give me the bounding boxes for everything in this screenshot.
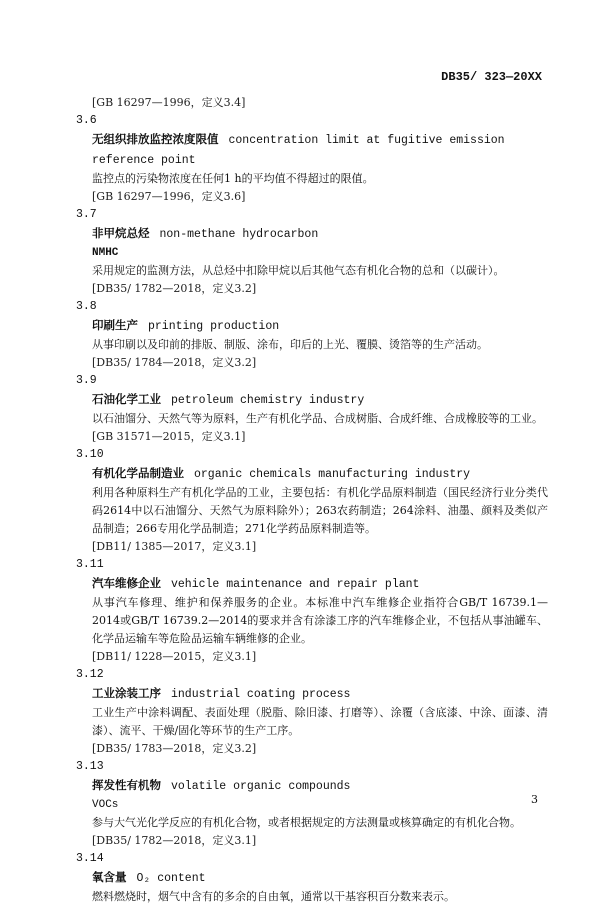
term-title [92, 868, 548, 888]
entry-number: 3.11 [76, 558, 104, 571]
term-en: concentration limit at fugitive emission reference point [92, 134, 505, 167]
term-zh: 印刷生产 [92, 318, 138, 332]
term-zh: 有机化学品制造业 [92, 466, 184, 480]
entry-number: 3.6 [76, 114, 97, 127]
reference: [DB11/ 1385—2017，定义3.1] [92, 540, 257, 553]
term-zh: 石油化学工业 [92, 392, 161, 406]
term-en: organic chemicals manufacturing industry [194, 468, 471, 481]
term-en: industrial coating process [171, 688, 351, 701]
reference: [GB 16297—1996，定义3.6] [92, 190, 246, 203]
entry-number: 3.7 [76, 208, 97, 221]
abbreviation: NMHC [92, 247, 119, 259]
term-en: O₂ content [136, 872, 206, 885]
term-entry [76, 372, 548, 446]
reference: [GB 31571—2015，定义3.1] [92, 430, 246, 443]
term-zh: 无组织排放监控浓度限值 [92, 132, 219, 146]
entry-number: 3.12 [76, 668, 104, 681]
definition: 从事印刷以及印前的排版、制版、涂布，印后的上光、覆膜、烫箔等的生产活动。 [92, 338, 488, 351]
entry-number: 3.14 [76, 852, 104, 865]
reference: [DB11/ 1228—2015，定义3.1] [92, 650, 257, 663]
term-entry [76, 298, 548, 372]
reference: [DB35/ 1782—2018，定义3.2] [92, 282, 257, 295]
term-title [92, 684, 548, 704]
term-en: petroleum chemistry industry [171, 394, 365, 407]
definition: 监控点的污染物浓度在任何1 h的平均值不得超过的限值。 [92, 172, 374, 185]
term-zh: 工业涂装工序 [92, 686, 161, 700]
term-entry [76, 112, 548, 206]
term-zh: 非甲烷总烃 [92, 226, 150, 240]
term-entry [76, 758, 548, 850]
definition: 工业生产中涂料调配、表面处理（脱脂、除旧漆、打磨等）、涂覆（含底漆、中涂、面漆、清漆）、流平、干燥/固化等环节的生产工序。 [92, 706, 548, 737]
term-en: vehicle maintenance and repair plant [171, 578, 420, 591]
entry-number: 3.10 [76, 448, 104, 461]
term-entry [76, 666, 548, 758]
term-en: volatile organic compounds [171, 780, 351, 793]
definition: 利用各种原料生产有机化学品的工业，主要包括：有机化学品原料制造（国民经济行业分类代码2614中以石油馏分、天然气为原料除外）；263农药制造；264涂料、油墨、颜料及类似产品制造；266专用化学品制造；271化学药品原料制造等。 [92, 486, 548, 535]
term-en: non-methane hydrocarbon [159, 228, 319, 241]
term-entry [76, 556, 548, 666]
term-title [92, 224, 548, 244]
abbreviation: VOCs [92, 799, 119, 811]
entry-number: 3.13 [76, 760, 104, 773]
term-title [92, 776, 548, 796]
definition: 从事汽车修理、维护和保养服务的企业。本标准中汽车维修企业指符合GB/T 16739.1—2014或GB/T 16739.2—2014的要求并含有涂漆工序的汽车维修企业，不包括从事油罐车、化学品运输车等危险品运输车辆维修的企业。 [92, 596, 548, 645]
entry-number: 3.9 [76, 374, 97, 387]
reference: [DB35/ 1783—2018，定义3.2] [92, 742, 257, 755]
definition: 以石油馏分、天然气等为原料，生产有机化学品、合成树脂、合成纤维、合成橡胶等的工业。 [92, 412, 543, 425]
entry-number: 3.8 [76, 300, 97, 313]
term-zh: 汽车维修企业 [92, 576, 161, 590]
term-title [92, 464, 548, 484]
reference: [GB 16297—1996，定义3.4] [92, 96, 246, 109]
definition: 参与大气光化学反应的有机化合物，或者根据规定的方法测量或核算确定的有机化合物。 [92, 816, 521, 829]
term-entry [76, 446, 548, 556]
document-code: DB35/ 323—20XX [441, 70, 542, 84]
term-entry [76, 850, 548, 906]
term-title [92, 130, 548, 170]
term-en: printing production [148, 320, 280, 333]
term-title [92, 574, 548, 594]
term-zh: 氧含量 [92, 870, 127, 884]
reference: [DB35/ 1782—2018，定义3.1] [92, 834, 257, 847]
definition: 燃料燃烧时，烟气中含有的多余的自由氧，通常以干基容积百分数来表示。 [92, 890, 455, 903]
term-entry [76, 206, 548, 298]
reference: [DB35/ 1784—2018，定义3.2] [92, 356, 257, 369]
term-zh: 挥发性有机物 [92, 778, 161, 792]
document-body [76, 94, 548, 906]
definition: 采用规定的监测方法，从总烃中扣除甲烷以后其他气态有机化合物的总和（以碳计）。 [92, 264, 505, 277]
page-number: 3 [531, 793, 538, 806]
term-title [92, 316, 548, 336]
term-title [92, 390, 548, 410]
